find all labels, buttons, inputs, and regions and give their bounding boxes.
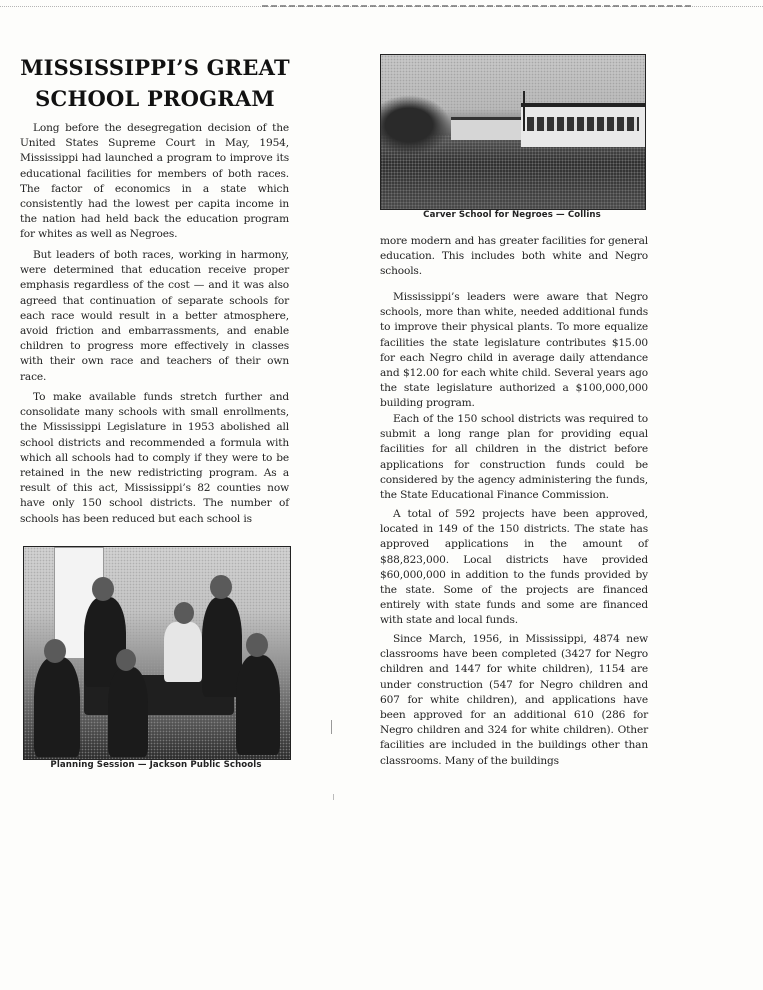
top-scan-rule-dark	[262, 5, 692, 7]
right-paragraph-5: Since March, 1956, in Mississippi, 4874 new classrooms have been completed (3427 for Negro children and 1447 for white children), 1154 are under construction (547 for Negro children and 607 for white children), and applications have been approved for an additional 610 (286 for Negro children and 324 for white children). Other facilities are included in the buildings other than classrooms. Many of the buildings	[380, 633, 648, 767]
right-paragraph-1: more modern and has greater facilities for general education. This includes both white and Negro schools.	[380, 235, 648, 278]
planning-session-caption: Planning Session — Jackson Public Schools	[50, 760, 262, 770]
right-paragraph-3: Each of the 150 school districts was required to submit a long range plan for providing equal facilities for all children in the district before applications for construction funds could be considered by the agency administering the funds, the State Educational Finance Commission.	[380, 413, 648, 502]
carver-school-photo	[380, 54, 646, 210]
title-line-1: MISSISSIPPI’S GREAT	[20, 55, 290, 80]
left-paragraph-3: To make available funds stretch further and consolidate many schools with small enrollments, the Mississippi Legislature in 1953 abolished all school districts and recommended a formula with which all schools had to comply if they were to be retained in the new redistricting program. As a result of this act, Mississippi’s 82 counties now have only 150 school districts. The number of schools has been reduced but each school is	[20, 391, 289, 525]
left-paragraph-1: Long before the desegregation decision of the United States Supreme Court in May, 1954, Mississippi had launched a program to improve its educational facilities for members of both races. The factor of economics in a state which consistently had the lowest per capita income in the nation had held back the education program for whites as well as Negroes.	[20, 122, 289, 241]
right-paragraph-2: Mississippi’s leaders were aware that Negro schools, more than white, needed additional funds to improve their physical plants. To more equalize facilities the state legislature contributes $15.00 for each Negro child in average daily attendance and $12.00 for each white child. Several years ago the state legislature authorized a $100,000,000 building program.	[380, 291, 648, 410]
right-paragraph-4: A total of 592 projects have been approved, located in 149 of the 150 districts. The state has approved applications in the amount of $88,823,000. Local districts have provided $60,000,000 in addition to the funds provided by the state. Some of the projects are financed entirely with state funds and some are financed with state and local funds.	[380, 508, 648, 627]
carver-school-caption: Carver School for Negroes — Collins	[423, 210, 601, 220]
planning-session-photo	[23, 546, 291, 760]
scan-mark	[333, 794, 334, 800]
left-paragraph-2: But leaders of both races, working in harmony, were determined that education receive proper emphasis regardless of the cost — and it was also agreed that continuation of separate schools for each race would result in a better atmosphere, avoid friction and embarrassments, and enable children to progress more effectively in classes with their own race and teachers of their own race.	[20, 249, 289, 383]
title-line-2: SCHOOL PROGRAM	[35, 86, 275, 111]
scan-mark	[331, 720, 332, 734]
article-title	[20, 52, 290, 114]
